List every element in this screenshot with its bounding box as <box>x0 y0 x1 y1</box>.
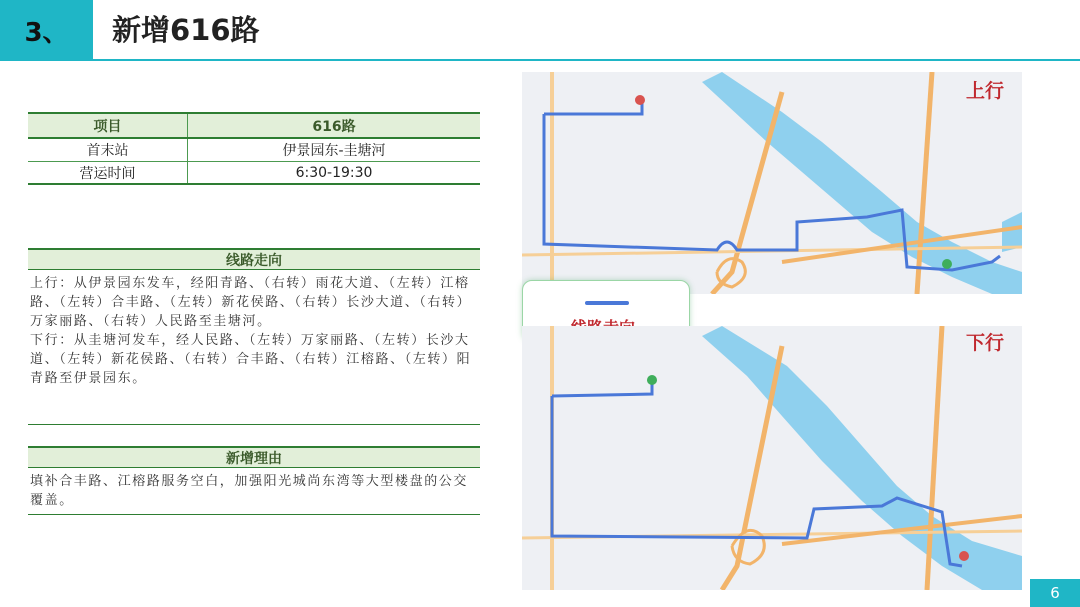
table-header-cell: 项目 <box>28 114 188 137</box>
info-table <box>28 112 480 185</box>
map-up <box>522 72 1022 294</box>
table-cell: 伊景园东-圭塘河 <box>282 143 386 159</box>
table-header-row <box>28 114 480 139</box>
table-cell: 6:30-19:30 <box>295 164 373 181</box>
map-up-label: 上行 <box>965 80 1004 102</box>
map-down-graphic <box>522 326 1022 590</box>
direction-title: 线路走向 <box>28 248 480 270</box>
table-header-cell: 616路 <box>312 118 356 135</box>
page-number: 6 <box>1030 579 1080 607</box>
table-cell: 营运时间 <box>28 162 188 183</box>
table-row <box>28 139 480 162</box>
route-legend-line <box>585 301 629 305</box>
table-cell: 首末站 <box>28 139 188 161</box>
reason-title: 新增理由 <box>28 446 480 468</box>
divider <box>28 424 480 425</box>
reason-section <box>28 446 480 515</box>
table-row <box>28 162 480 185</box>
direction-text: 上行：从伊景园东发车，经阳青路、（右转）雨花大道、（左转）江榕路、（左转）合丰路、（左转）新花侯路、（右转）长沙大道、（右转）万家丽路、（右转）人民路至圭塘河。 下行：从圭塘河发车，经人民路、（左转）万家丽路、（左转）长沙大道、（左转）新花侯路、（右转）合丰路、（右转）江榕路、（左转）阳青路至伊景园东。 <box>30 276 472 386</box>
map-down-label: 下行 <box>965 332 1004 354</box>
direction-section <box>28 248 480 392</box>
section-number: 3、 <box>0 0 93 61</box>
map-down <box>522 326 1022 590</box>
header-divider <box>93 59 1080 61</box>
page-title: 新增616路 <box>112 13 260 47</box>
reason-text: 填补合丰路、江榕路服务空白，加强阳光城尚东湾等大型楼盘的公交覆盖。 <box>28 468 480 515</box>
map-up-graphic <box>522 72 1022 294</box>
